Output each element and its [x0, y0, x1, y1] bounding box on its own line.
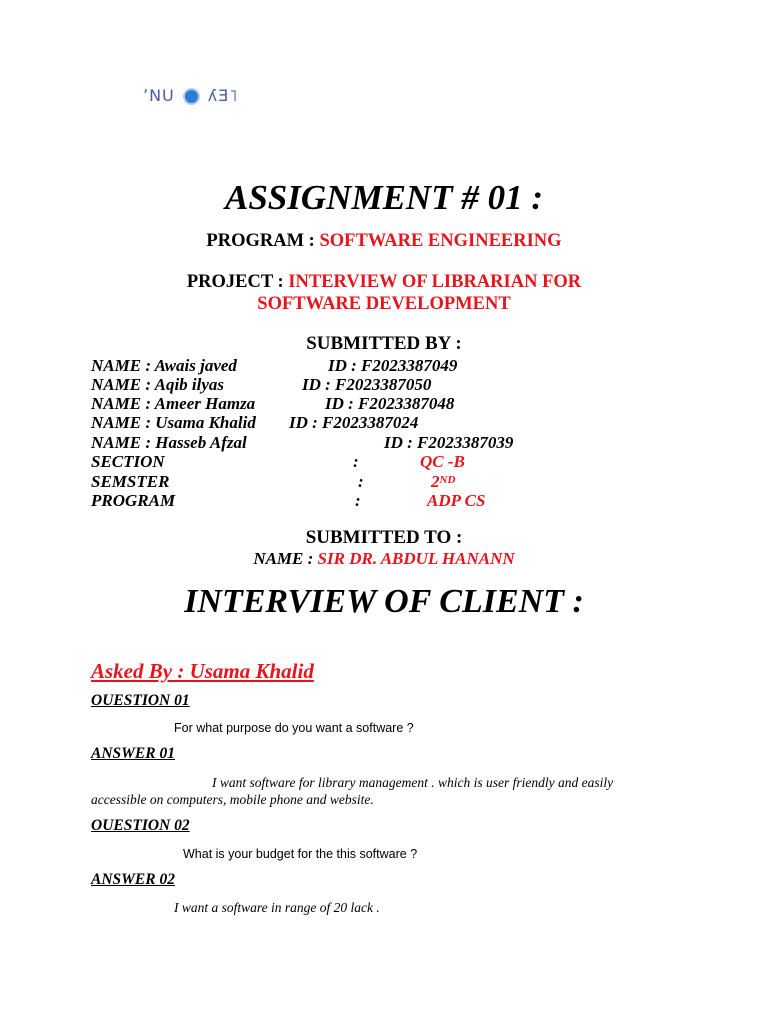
program-label: PROGRAM :: [206, 231, 320, 251]
answer-text-line1: I want software for library management . which is user friendly and easily: [212, 775, 614, 790]
university-logo-fragment: [143, 86, 238, 105]
program-line: [0, 231, 768, 252]
answer-text-line1: I want a software in range of 20 lack .: [174, 900, 380, 915]
member-name: NAME : Hasseb Afzal: [91, 433, 247, 452]
member-id: ID : F2023387039: [384, 433, 514, 452]
interview-title: INTERVIEW OF CLIENT :: [184, 583, 584, 620]
section-label: SECTION: [91, 452, 165, 471]
program-value: SOFTWARE ENGINEERING: [319, 231, 562, 251]
member-name: NAME : Ameer Hamza: [91, 394, 256, 413]
program-row-value: ADP CS: [427, 491, 486, 510]
submitted-to-heading: SUBMITTED TO :: [305, 527, 463, 548]
program-row-label: PROGRAM: [91, 491, 176, 510]
gear-icon: [185, 90, 198, 103]
semester-colon: :: [358, 472, 364, 491]
submitted-by-heading: SUBMITTED BY :: [306, 333, 462, 354]
member-name: NAME : Aqib ilyas: [91, 375, 225, 394]
section-value: QC -B: [420, 452, 465, 471]
answer-text-line2: accessible on computers, mobile phone and website.: [91, 792, 374, 807]
submitted-to-value: SIR DR. ABDUL HANANN: [317, 549, 515, 568]
logo-text-left: ʼNU: [143, 86, 175, 105]
project-line: [0, 272, 768, 293]
semester-suffix: ND: [439, 474, 456, 486]
asked-by: Asked By : Usama Khalid: [91, 659, 314, 683]
question-text: For what purpose do you want a software ?: [174, 721, 414, 735]
semester-label: SEMSTER: [91, 472, 170, 491]
member-id: ID : F2023387049: [328, 356, 458, 375]
submitted-to-label: NAME :: [253, 549, 318, 568]
question-label: OUESTION 01: [91, 692, 190, 709]
member-id: ID : F2023387050: [302, 375, 432, 394]
assignment-title: ASSIGNMENT # 01 :: [225, 178, 543, 217]
project-value-line2: SOFTWARE DEVELOPMENT: [257, 294, 511, 314]
submitted-to-name: [0, 549, 768, 569]
logo-text-right: ʎƎ˥: [207, 86, 239, 105]
semester-number: 2: [431, 472, 440, 491]
project-value-line1: INTERVIEW OF LIBRARIAN FOR: [288, 272, 582, 292]
question-text: What is your budget for the this software ?: [183, 847, 418, 861]
question-label: OUESTION 02: [91, 817, 190, 834]
member-id: ID : F2023387048: [325, 394, 455, 413]
member-name: NAME : Awais javed: [91, 356, 237, 375]
semester-value: [431, 472, 455, 492]
program-row-colon: :: [355, 491, 361, 510]
answer-label: ANSWER 02: [91, 871, 175, 888]
section-colon: :: [353, 452, 359, 471]
answer-label: ANSWER 01: [91, 745, 175, 762]
project-label: PROJECT :: [186, 272, 289, 292]
member-name: NAME : Usama Khalid: [91, 413, 256, 432]
member-id: ID : F2023387024: [289, 413, 419, 432]
